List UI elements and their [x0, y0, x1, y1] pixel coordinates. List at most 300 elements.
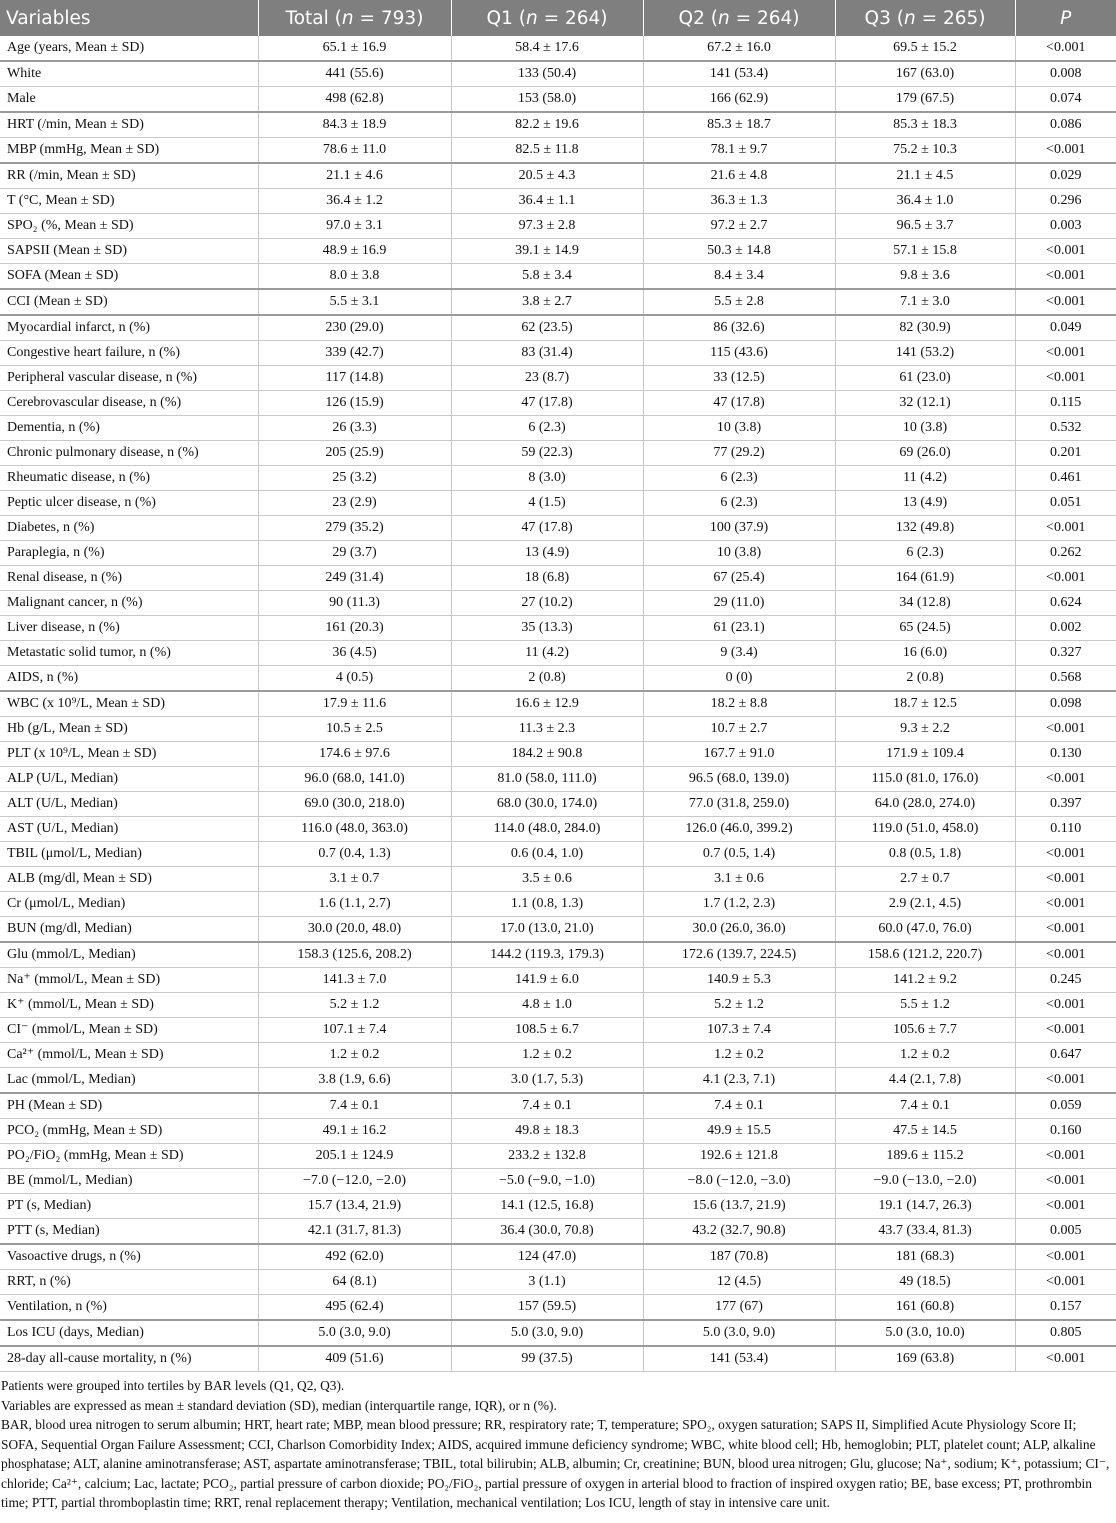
cell-q1: 35 (13.3): [451, 616, 643, 641]
cell-total: 3.8 (1.9, 6.6): [258, 1068, 451, 1094]
cell-total: 249 (31.4): [258, 566, 451, 591]
cell-p-value: 0.029: [1015, 163, 1116, 189]
cell-variable: Glu (mmol/L, Median): [0, 942, 258, 968]
cell-q2: 100 (37.9): [643, 516, 835, 541]
cell-q2: 7.4 ± 0.1: [643, 1093, 835, 1119]
cell-variable: White: [0, 61, 258, 87]
cell-p-value: <0.001: [1015, 942, 1116, 968]
cell-p-value: <0.001: [1015, 264, 1116, 290]
table-row: [0, 917, 1116, 943]
cell-variable: 28-day all-cause mortality, n (%): [0, 1346, 258, 1372]
cell-total: 409 (51.6): [258, 1346, 451, 1372]
cell-variable: MBP (mmHg, Mean ± SD): [0, 138, 258, 164]
cell-p-value: 0.074: [1015, 87, 1116, 113]
cell-q3: 60.0 (47.0, 76.0): [835, 917, 1015, 943]
cell-variable: TBIL (μmol/L, Median): [0, 842, 258, 867]
cell-total: 69.0 (30.0, 218.0): [258, 792, 451, 817]
cell-q3: 105.6 ± 7.7: [835, 1018, 1015, 1043]
cell-q3: 2.9 (2.1, 4.5): [835, 892, 1015, 917]
cell-p-value: <0.001: [1015, 867, 1116, 892]
cell-variable: Myocardial infarct, n (%): [0, 315, 258, 341]
cell-q3: 5.0 (3.0, 10.0): [835, 1320, 1015, 1346]
table-row: [0, 466, 1116, 491]
table-row: [0, 993, 1116, 1018]
cell-q3: 34 (12.8): [835, 591, 1015, 616]
cell-p-value: <0.001: [1015, 1346, 1116, 1372]
table-row: [0, 1346, 1116, 1372]
cell-q1: 18 (6.8): [451, 566, 643, 591]
cell-q3: 171.9 ± 109.4: [835, 742, 1015, 767]
cell-q2: 10.7 ± 2.7: [643, 717, 835, 742]
cell-q1: 99 (37.5): [451, 1346, 643, 1372]
cell-q2: 77 (29.2): [643, 441, 835, 466]
cell-variable: ALT (U/L, Median): [0, 792, 258, 817]
cell-q2: 85.3 ± 18.7: [643, 112, 835, 138]
cell-variable: BUN (mg/dl, Median): [0, 917, 258, 943]
cell-q3: 75.2 ± 10.3: [835, 138, 1015, 164]
header-q1: Q1 (n = 264): [451, 0, 643, 36]
table-row: [0, 214, 1116, 239]
cell-p-value: <0.001: [1015, 717, 1116, 742]
cell-p-value: <0.001: [1015, 289, 1116, 315]
table-row: [0, 541, 1116, 566]
table-row: [0, 189, 1116, 214]
cell-total: 78.6 ± 11.0: [258, 138, 451, 164]
cell-q2: 12 (4.5): [643, 1270, 835, 1295]
cell-q1: 11 (4.2): [451, 641, 643, 666]
cell-q3: 9.3 ± 2.2: [835, 717, 1015, 742]
cell-q3: 96.5 ± 3.7: [835, 214, 1015, 239]
cell-total: 48.9 ± 16.9: [258, 239, 451, 264]
table-row: [0, 239, 1116, 264]
cell-q1: 47 (17.8): [451, 516, 643, 541]
cell-q1: 27 (10.2): [451, 591, 643, 616]
cell-q3: 9.8 ± 3.6: [835, 264, 1015, 290]
cell-total: 441 (55.6): [258, 61, 451, 87]
cell-p-value: <0.001: [1015, 767, 1116, 792]
cell-total: 492 (62.0): [258, 1244, 451, 1270]
cell-q2: 107.3 ± 7.4: [643, 1018, 835, 1043]
cell-p-value: <0.001: [1015, 892, 1116, 917]
table-row: [0, 1068, 1116, 1094]
cell-p-value: 0.086: [1015, 112, 1116, 138]
cell-p-value: <0.001: [1015, 1018, 1116, 1043]
table-row: [0, 61, 1116, 87]
cell-variable: Lac (mmol/L, Median): [0, 1068, 258, 1094]
cell-p-value: 0.098: [1015, 691, 1116, 717]
cell-total: 96.0 (68.0, 141.0): [258, 767, 451, 792]
cell-q2: 172.6 (139.7, 224.5): [643, 942, 835, 968]
table-row: [0, 867, 1116, 892]
table-row: [0, 341, 1116, 366]
table-body: [0, 36, 1116, 1372]
cell-p-value: 0.461: [1015, 466, 1116, 491]
cell-total: 5.2 ± 1.2: [258, 993, 451, 1018]
cell-q3: 69 (26.0): [835, 441, 1015, 466]
cell-p-value: <0.001: [1015, 1270, 1116, 1295]
cell-total: 17.9 ± 11.6: [258, 691, 451, 717]
cell-q2: 86 (32.6): [643, 315, 835, 341]
cell-q1: 233.2 ± 132.8: [451, 1144, 643, 1169]
cell-p-value: 0.624: [1015, 591, 1116, 616]
cell-total: 36 (4.5): [258, 641, 451, 666]
table-row: [0, 641, 1116, 666]
cell-total: 4 (0.5): [258, 666, 451, 692]
cell-q2: 61 (23.1): [643, 616, 835, 641]
cell-q1: 1.2 ± 0.2: [451, 1043, 643, 1068]
cell-q3: 158.6 (121.2, 220.7): [835, 942, 1015, 968]
cell-q1: 4.8 ± 1.0: [451, 993, 643, 1018]
cell-p-value: 0.130: [1015, 742, 1116, 767]
cell-total: 29 (3.7): [258, 541, 451, 566]
cell-q1: −5.0 (−9.0, −1.0): [451, 1169, 643, 1194]
cell-total: 10.5 ± 2.5: [258, 717, 451, 742]
cell-q1: 184.2 ± 90.8: [451, 742, 643, 767]
cell-p-value: <0.001: [1015, 239, 1116, 264]
cell-q1: 141.9 ± 6.0: [451, 968, 643, 993]
cell-q3: 13 (4.9): [835, 491, 1015, 516]
cell-q3: 32 (12.1): [835, 391, 1015, 416]
table-row: [0, 315, 1116, 341]
cell-q3: 1.2 ± 0.2: [835, 1043, 1015, 1068]
cell-variable: ALP (U/L, Median): [0, 767, 258, 792]
cell-p-value: 0.568: [1015, 666, 1116, 692]
cell-q3: 164 (61.9): [835, 566, 1015, 591]
cell-variable: AST (U/L, Median): [0, 817, 258, 842]
cell-q3: 5.5 ± 1.2: [835, 993, 1015, 1018]
cell-q1: 124 (47.0): [451, 1244, 643, 1270]
cell-q3: 19.1 (14.7, 26.3): [835, 1194, 1015, 1219]
cell-q3: 69.5 ± 15.2: [835, 36, 1015, 61]
cell-p-value: <0.001: [1015, 138, 1116, 164]
cell-p-value: 0.157: [1015, 1295, 1116, 1321]
table-row: [0, 391, 1116, 416]
cell-total: 5.5 ± 3.1: [258, 289, 451, 315]
cell-q2: 21.6 ± 4.8: [643, 163, 835, 189]
table-row: [0, 441, 1116, 466]
cell-p-value: <0.001: [1015, 36, 1116, 61]
table-row: [0, 717, 1116, 742]
table-row: [0, 1144, 1116, 1169]
cell-q3: 179 (67.5): [835, 87, 1015, 113]
cell-q2: 141 (53.4): [643, 61, 835, 87]
cell-total: 30.0 (20.0, 48.0): [258, 917, 451, 943]
table-row: [0, 942, 1116, 968]
cell-variable: BE (mmol/L, Median): [0, 1169, 258, 1194]
cell-p-value: 0.110: [1015, 817, 1116, 842]
cell-p-value: 0.296: [1015, 189, 1116, 214]
cell-q2: 115 (43.6): [643, 341, 835, 366]
cell-variable: Na⁺ (mmol/L, Mean ± SD): [0, 968, 258, 993]
cell-p-value: <0.001: [1015, 1244, 1116, 1270]
cell-variable: ALB (mg/dl, Mean ± SD): [0, 867, 258, 892]
cell-q2: 30.0 (26.0, 36.0): [643, 917, 835, 943]
cell-q3: 0.8 (0.5, 1.8): [835, 842, 1015, 867]
cell-total: 126 (15.9): [258, 391, 451, 416]
cell-q1: 49.8 ± 18.3: [451, 1119, 643, 1144]
cell-variable: PTT (s, Median): [0, 1219, 258, 1245]
cell-q3: 2 (0.8): [835, 666, 1015, 692]
cell-q1: 8 (3.0): [451, 466, 643, 491]
table-row: [0, 1194, 1116, 1219]
table-row: [0, 264, 1116, 290]
cell-q1: 3.8 ± 2.7: [451, 289, 643, 315]
cell-q2: 141 (53.4): [643, 1346, 835, 1372]
table-row: [0, 1244, 1116, 1270]
cell-q1: 1.1 (0.8, 1.3): [451, 892, 643, 917]
cell-total: 90 (11.3): [258, 591, 451, 616]
cell-total: 161 (20.3): [258, 616, 451, 641]
cell-p-value: <0.001: [1015, 1194, 1116, 1219]
cell-total: 158.3 (125.6, 208.2): [258, 942, 451, 968]
table-row: [0, 516, 1116, 541]
cell-q1: 5.8 ± 3.4: [451, 264, 643, 290]
cell-total: 23 (2.9): [258, 491, 451, 516]
cell-q1: 82.2 ± 19.6: [451, 112, 643, 138]
footnote-expression: Variables are expressed as mean ± standard deviation (SD), median (interquartile range, IQR), or n (%).: [1, 1397, 557, 1413]
cell-q3: 141.2 ± 9.2: [835, 968, 1015, 993]
cell-total: 174.6 ± 97.6: [258, 742, 451, 767]
cell-total: 36.4 ± 1.2: [258, 189, 451, 214]
table-row: [0, 742, 1116, 767]
cell-q3: 11 (4.2): [835, 466, 1015, 491]
cell-q3: 64.0 (28.0, 274.0): [835, 792, 1015, 817]
cell-q2: 1.7 (1.2, 2.3): [643, 892, 835, 917]
cell-q3: 82 (30.9): [835, 315, 1015, 341]
cell-q1: 97.3 ± 2.8: [451, 214, 643, 239]
cell-q3: 16 (6.0): [835, 641, 1015, 666]
cell-p-value: 0.051: [1015, 491, 1116, 516]
cell-q1: 2 (0.8): [451, 666, 643, 692]
table-row: [0, 1320, 1116, 1346]
cell-variable: Peripheral vascular disease, n (%): [0, 366, 258, 391]
cell-q1: 144.2 (119.3, 179.3): [451, 942, 643, 968]
cell-variable: PO₂/FiO₂ (mmHg, Mean ± SD): [0, 1144, 258, 1169]
cell-q2: 140.9 ± 5.3: [643, 968, 835, 993]
table-row: [0, 566, 1116, 591]
cell-total: 117 (14.8): [258, 366, 451, 391]
table-row: [0, 366, 1116, 391]
cell-variable: Chronic pulmonary disease, n (%): [0, 441, 258, 466]
table-row: [0, 491, 1116, 516]
cell-variable: RR (/min, Mean ± SD): [0, 163, 258, 189]
cell-total: 15.7 (13.4, 21.9): [258, 1194, 451, 1219]
table-row: [0, 1270, 1116, 1295]
cell-q3: 61 (23.0): [835, 366, 1015, 391]
cell-variable: Metastatic solid tumor, n (%): [0, 641, 258, 666]
cell-total: 49.1 ± 16.2: [258, 1119, 451, 1144]
cell-q2: 126.0 (46.0, 399.2): [643, 817, 835, 842]
table-footnotes: [0, 1372, 1116, 1513]
cell-p-value: 0.005: [1015, 1219, 1116, 1245]
cell-q1: 20.5 ± 4.3: [451, 163, 643, 189]
cell-q3: 181 (68.3): [835, 1244, 1015, 1270]
cell-q2: 3.1 ± 0.6: [643, 867, 835, 892]
cell-q3: 21.1 ± 4.5: [835, 163, 1015, 189]
cell-q1: 7.4 ± 0.1: [451, 1093, 643, 1119]
cell-p-value: 0.115: [1015, 391, 1116, 416]
table-row: [0, 289, 1116, 315]
cell-variable: PLT (x 10⁹/L, Mean ± SD): [0, 742, 258, 767]
cell-q1: 6 (2.3): [451, 416, 643, 441]
cell-q2: 192.6 ± 121.8: [643, 1144, 835, 1169]
cell-q3: 119.0 (51.0, 458.0): [835, 817, 1015, 842]
cell-q2: −8.0 (−12.0, −3.0): [643, 1169, 835, 1194]
cell-q1: 82.5 ± 11.8: [451, 138, 643, 164]
cell-p-value: <0.001: [1015, 1169, 1116, 1194]
cell-q3: 4.4 (2.1, 7.8): [835, 1068, 1015, 1094]
cell-total: 339 (42.7): [258, 341, 451, 366]
cell-q2: 0 (0): [643, 666, 835, 692]
cell-p-value: <0.001: [1015, 1144, 1116, 1169]
cell-total: 8.0 ± 3.8: [258, 264, 451, 290]
cell-q2: 96.5 (68.0, 139.0): [643, 767, 835, 792]
cell-total: 0.7 (0.4, 1.3): [258, 842, 451, 867]
cell-total: 279 (35.2): [258, 516, 451, 541]
cell-variable: Age (years, Mean ± SD): [0, 36, 258, 61]
cell-total: 205.1 ± 124.9: [258, 1144, 451, 1169]
cell-total: −7.0 (−12.0, −2.0): [258, 1169, 451, 1194]
cell-variable: Cerebrovascular disease, n (%): [0, 391, 258, 416]
cell-p-value: <0.001: [1015, 993, 1116, 1018]
cell-q1: 16.6 ± 12.9: [451, 691, 643, 717]
table-row: [0, 666, 1116, 692]
cell-total: 42.1 (31.7, 81.3): [258, 1219, 451, 1245]
cell-q1: 3.0 (1.7, 5.3): [451, 1068, 643, 1094]
cell-q3: 85.3 ± 18.3: [835, 112, 1015, 138]
header-q3: Q3 (n = 265): [835, 0, 1015, 36]
cell-q1: 68.0 (30.0, 174.0): [451, 792, 643, 817]
cell-q2: 29 (11.0): [643, 591, 835, 616]
table-row: [0, 1043, 1116, 1068]
cell-q2: 6 (2.3): [643, 491, 835, 516]
header-variables: Variables: [0, 0, 258, 36]
cell-q3: 167 (63.0): [835, 61, 1015, 87]
cell-q2: 33 (12.5): [643, 366, 835, 391]
cell-q3: 2.7 ± 0.7: [835, 867, 1015, 892]
cell-p-value: 0.262: [1015, 541, 1116, 566]
cell-total: 1.6 (1.1, 2.7): [258, 892, 451, 917]
table-row: [0, 591, 1116, 616]
cell-p-value: 0.245: [1015, 968, 1116, 993]
cell-q3: 65 (24.5): [835, 616, 1015, 641]
cell-variable: AIDS, n (%): [0, 666, 258, 692]
table-row: [0, 1295, 1116, 1321]
cell-q3: 141 (53.2): [835, 341, 1015, 366]
cell-q3: 7.1 ± 3.0: [835, 289, 1015, 315]
cell-q3: 161 (60.8): [835, 1295, 1015, 1321]
cell-q1: 3.5 ± 0.6: [451, 867, 643, 892]
cell-q1: 153 (58.0): [451, 87, 643, 113]
cell-q3: 115.0 (81.0, 176.0): [835, 767, 1015, 792]
cell-variable: Renal disease, n (%): [0, 566, 258, 591]
cell-q2: 67 (25.4): [643, 566, 835, 591]
cell-q3: 10 (3.8): [835, 416, 1015, 441]
cell-p-value: 0.327: [1015, 641, 1116, 666]
cell-q3: −9.0 (−13.0, −2.0): [835, 1169, 1015, 1194]
cell-variable: Paraplegia, n (%): [0, 541, 258, 566]
cell-p-value: 0.003: [1015, 214, 1116, 239]
cell-q3: 7.4 ± 0.1: [835, 1093, 1015, 1119]
cell-q2: 18.2 ± 8.8: [643, 691, 835, 717]
cell-total: 65.1 ± 16.9: [258, 36, 451, 61]
cell-q2: 8.4 ± 3.4: [643, 264, 835, 290]
cell-q2: 5.2 ± 1.2: [643, 993, 835, 1018]
cell-q1: 58.4 ± 17.6: [451, 36, 643, 61]
cell-total: 141.3 ± 7.0: [258, 968, 451, 993]
table-row: [0, 1219, 1116, 1245]
cell-q1: 83 (31.4): [451, 341, 643, 366]
cell-p-value: 0.008: [1015, 61, 1116, 87]
cell-total: 25 (3.2): [258, 466, 451, 491]
cell-q2: 10 (3.8): [643, 541, 835, 566]
table-row: [0, 817, 1116, 842]
table-row: [0, 792, 1116, 817]
header-p-value: P: [1015, 0, 1116, 36]
cell-variable: RRT, n (%): [0, 1270, 258, 1295]
cell-p-value: 0.532: [1015, 416, 1116, 441]
footnote-grouping: Patients were grouped into tertiles by BAR levels (Q1, Q2, Q3).: [1, 1378, 345, 1393]
table-row: [0, 416, 1116, 441]
cell-variable: T (°C, Mean ± SD): [0, 189, 258, 214]
cell-total: 3.1 ± 0.7: [258, 867, 451, 892]
table-row: [0, 767, 1116, 792]
cell-p-value: <0.001: [1015, 516, 1116, 541]
cell-q2: 9 (3.4): [643, 641, 835, 666]
cell-total: 84.3 ± 18.9: [258, 112, 451, 138]
cell-total: 21.1 ± 4.6: [258, 163, 451, 189]
cell-q3: 18.7 ± 12.5: [835, 691, 1015, 717]
header-q2: Q2 (n = 264): [643, 0, 835, 36]
cell-variable: SAPSII (Mean ± SD): [0, 239, 258, 264]
cell-q1: 62 (23.5): [451, 315, 643, 341]
cell-q1: 17.0 (13.0, 21.0): [451, 917, 643, 943]
table-row: [0, 1119, 1116, 1144]
cell-p-value: 0.160: [1015, 1119, 1116, 1144]
cell-q3: 189.6 ± 115.2: [835, 1144, 1015, 1169]
table-row: [0, 112, 1116, 138]
cell-variable: Rheumatic disease, n (%): [0, 466, 258, 491]
cell-q1: 3 (1.1): [451, 1270, 643, 1295]
cell-p-value: 0.647: [1015, 1043, 1116, 1068]
cell-q1: 4 (1.5): [451, 491, 643, 516]
cell-q3: 57.1 ± 15.8: [835, 239, 1015, 264]
cell-p-value: <0.001: [1015, 341, 1116, 366]
table-row: [0, 691, 1116, 717]
cell-p-value: 0.049: [1015, 315, 1116, 341]
cell-total: 1.2 ± 0.2: [258, 1043, 451, 1068]
cell-q1: 39.1 ± 14.9: [451, 239, 643, 264]
cell-q1: 114.0 (48.0, 284.0): [451, 817, 643, 842]
cell-p-value: <0.001: [1015, 1068, 1116, 1094]
cell-q3: 6 (2.3): [835, 541, 1015, 566]
cell-variable: Vasoactive drugs, n (%): [0, 1244, 258, 1270]
cell-p-value: 0.059: [1015, 1093, 1116, 1119]
cell-q3: 47.5 ± 14.5: [835, 1119, 1015, 1144]
table-row: [0, 968, 1116, 993]
cell-variable: WBC (x 10⁹/L, Mean ± SD): [0, 691, 258, 717]
cell-variable: CCI (Mean ± SD): [0, 289, 258, 315]
cell-q1: 47 (17.8): [451, 391, 643, 416]
cell-q1: 23 (8.7): [451, 366, 643, 391]
cell-variable: Malignant cancer, n (%): [0, 591, 258, 616]
cell-q1: 0.6 (0.4, 1.0): [451, 842, 643, 867]
cell-q2: 43.2 (32.7, 90.8): [643, 1219, 835, 1245]
cell-p-value: <0.001: [1015, 917, 1116, 943]
cell-p-value: 0.397: [1015, 792, 1116, 817]
cell-variable: SPO₂ (%, Mean ± SD): [0, 214, 258, 239]
cell-p-value: <0.001: [1015, 566, 1116, 591]
